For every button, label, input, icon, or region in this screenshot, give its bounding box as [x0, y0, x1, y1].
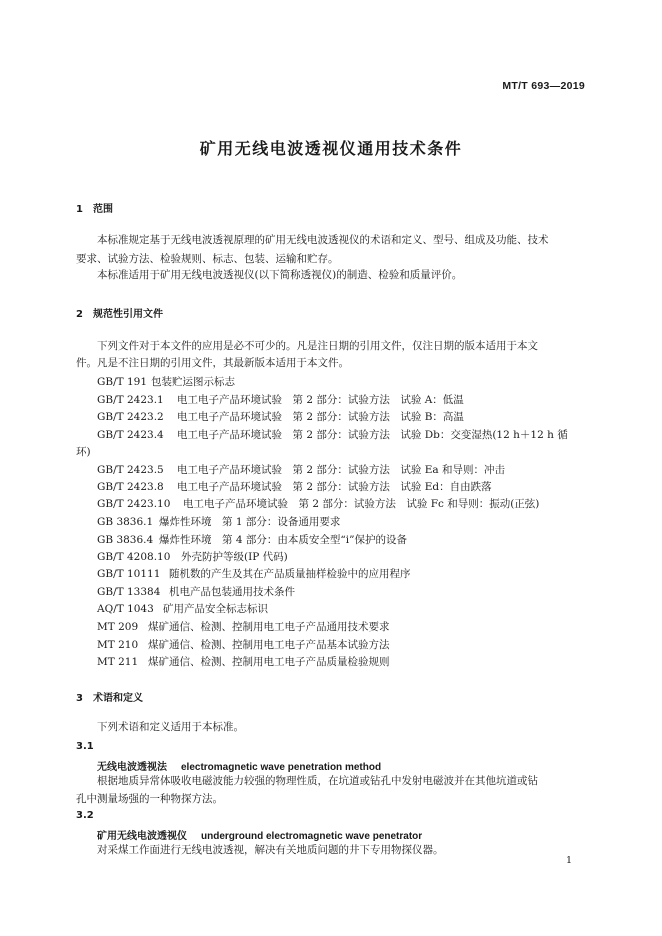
section-3-heading	[76, 689, 143, 704]
ref-item	[97, 462, 505, 477]
document-title: 矿用无线电波透视仪通用技术条件	[199, 139, 463, 158]
term-definition-line-1: 根据地质异常体吸收电磁波能力较强的物理性质，在坑道或钻孔中发射电磁波并在其他坑道或钻	[97, 775, 538, 787]
ref-item	[97, 654, 390, 669]
term-number: 3.2	[76, 810, 94, 821]
ref-item-continuation	[76, 444, 91, 459]
ref-code: GB/T 2423.8	[97, 481, 164, 493]
ref-title: 煤矿通信、检测、控制用电工电子产品质量检验规则	[148, 656, 390, 668]
ref-title: 外壳防护等级(IP 代码)	[181, 551, 288, 563]
ref-item	[97, 392, 464, 407]
ref-code: GB/T 2423.2	[97, 411, 164, 423]
section-title: 术语和定义	[93, 693, 143, 704]
ref-title: 电工电子产品环境试验 第 2 部分：试验方法 试验 B：高温	[177, 411, 464, 423]
term-name-en: underground electromagnetic wave penetrator	[201, 831, 423, 842]
standard-number: MT/T 693—2019	[502, 80, 585, 92]
ref-title: 机电产品包装通用技术条件	[169, 586, 295, 598]
page-number: 1	[565, 855, 572, 866]
section-2-heading	[76, 305, 163, 320]
section-1-paragraph-1-line-2: 要求、试验方法、检验规则、标志、包装、运输和贮存。	[76, 253, 339, 265]
section-number: 3	[76, 693, 83, 704]
section-2-paragraph-line-1: 下列文件对于本文件的应用是必不可少的。凡是注日期的引用文件，仅注日期的版本适用于本文	[97, 340, 538, 352]
ref-code: GB/T 4208.10	[97, 551, 171, 563]
section-2-paragraph-line-2: 件。凡是不注日期的引用文件，其最新版本适用于本文件。	[76, 357, 349, 369]
ref-title: 爆炸性环境 第 1 部分：设备通用要求	[159, 516, 341, 528]
ref-item	[97, 427, 568, 442]
ref-item	[97, 637, 390, 652]
term-number: 3.1	[76, 741, 94, 752]
ref-code: AQ/T 1043	[97, 603, 154, 615]
ref-code: GB/T 2423.1	[97, 394, 164, 406]
section-title: 规范性引用文件	[93, 309, 163, 320]
term-definition-line-2: 孔中测量场强的一种物探方法。	[76, 793, 223, 805]
section-number: 1	[76, 204, 83, 215]
ref-item	[97, 549, 288, 564]
ref-item	[97, 514, 340, 529]
term-heading	[97, 827, 422, 842]
ref-code: MT 210	[97, 639, 139, 651]
ref-title: 电工电子产品环境试验 第 2 部分：试验方法 试验 Ea 和导则：冲击	[177, 464, 505, 476]
ref-title: 包装贮运图示标志	[151, 376, 235, 388]
ref-code: GB 3836.1	[97, 516, 154, 528]
section-3-intro: 下列术语和定义适用于本标准。	[97, 721, 244, 733]
ref-title: 电工电子产品环境试验 第 2 部分：试验方法 试验 A：低温	[177, 394, 464, 406]
ref-title: 爆炸性环境 第 4 部分：由本质安全型“i”保护的设备	[159, 534, 407, 546]
term-heading	[97, 758, 381, 773]
ref-item	[97, 409, 464, 424]
section-1-paragraph-1-line-1: 本标准规定基于无线电波透视原理的矿用无线电波透视仪的术语和定义、型号、组成及功能、技术	[97, 234, 549, 246]
section-title: 范围	[93, 204, 113, 215]
ref-code: GB/T 2423.10	[97, 498, 171, 510]
ref-code: GB/T 13384	[97, 586, 161, 598]
ref-item	[97, 584, 295, 599]
term-name-en: electromagnetic wave penetration method	[181, 762, 382, 773]
ref-item	[97, 374, 235, 389]
ref-title: 电工电子产品环境试验 第 2 部分：试验方法 试验 Db：交变湿热(12 h＋12 h 循	[177, 429, 568, 441]
term-definition-line-1: 对采煤工作面进行无线电波透视，解决有关地质问题的井下专用物探仪器。	[97, 844, 444, 856]
ref-item	[97, 532, 407, 547]
ref-title: 电工电子产品环境试验 第 2 部分：试验方法 试验 Fc 和导则：振动(正弦)	[183, 498, 540, 510]
ref-title: 矿用产品安全标志标识	[163, 603, 268, 615]
ref-title: 煤矿通信、检测、控制用电工电子产品通用技术要求	[148, 621, 390, 633]
ref-item	[97, 619, 390, 634]
ref-code: GB/T 191	[97, 376, 148, 388]
ref-item	[97, 479, 492, 494]
term-name-cn: 无线电波透视法	[97, 762, 167, 773]
ref-code: MT 211	[97, 656, 139, 668]
section-number: 2	[76, 309, 83, 320]
ref-code: GB/T 10111	[97, 568, 161, 580]
ref-item	[97, 566, 411, 581]
ref-code: GB 3836.4	[97, 534, 154, 546]
ref-code: GB/T 2423.5	[97, 464, 164, 476]
ref-code: GB/T 2423.4	[97, 429, 164, 441]
section-1-heading	[76, 200, 113, 215]
section-1-paragraph-2: 本标准适用于矿用无线电波透视仪(以下简称透视仪)的制造、检验和质量评价。	[97, 269, 463, 281]
ref-code: MT 209	[97, 621, 139, 633]
ref-code: 环)	[76, 446, 91, 458]
term-name-cn: 矿用无线电波透视仪	[97, 831, 187, 842]
ref-title: 随机数的产生及其在产品质量抽样检验中的应用程序	[169, 568, 411, 580]
ref-title: 煤矿通信、检测、控制用电工电子产品基本试验方法	[148, 639, 390, 651]
ref-item	[97, 601, 268, 616]
ref-title: 电工电子产品环境试验 第 2 部分：试验方法 试验 Ed：自由跌落	[177, 481, 492, 493]
ref-item	[97, 496, 539, 511]
